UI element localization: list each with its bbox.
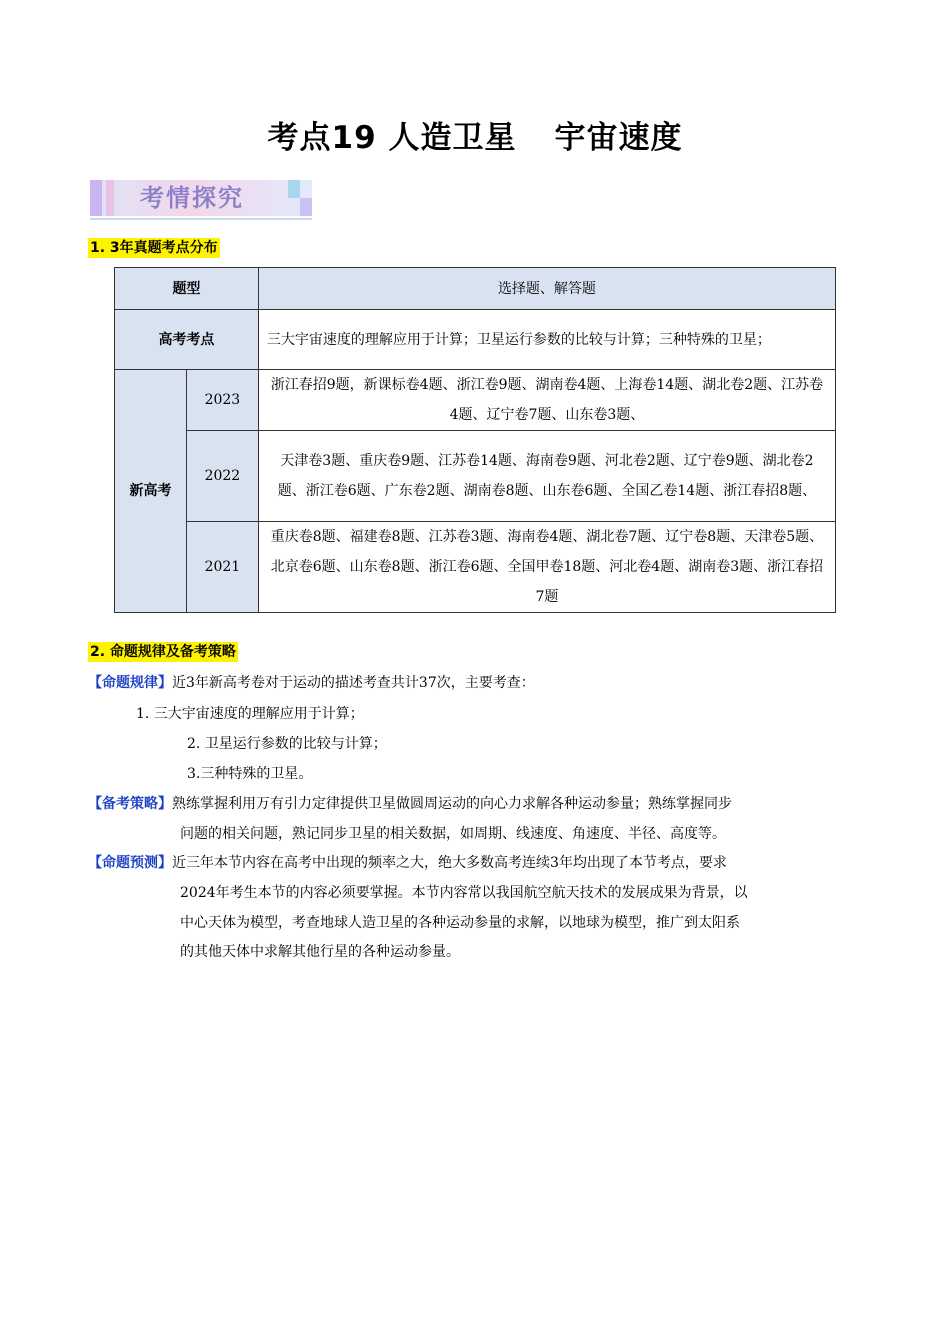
table-year-cell: 2023 <box>186 370 258 431</box>
table-row <box>115 431 836 522</box>
table-year-cell: 2022 <box>186 431 258 522</box>
rule-paragraph <box>88 668 535 698</box>
section-heading-strategy: 2. 命题规律及备考策略 <box>90 644 236 660</box>
table-row <box>115 370 836 431</box>
forecast-line: 的其他天体中求解其他行星的各种运动参量。 <box>180 944 460 960</box>
page-title-sub: 宇宙速度 <box>554 120 683 156</box>
page-title-main: 考点19 人造卫星 <box>267 120 517 156</box>
table-group-cell: 新高考 <box>115 370 187 613</box>
table-header-cell: 题型 <box>115 268 259 310</box>
table-cell: 天津卷3题、重庆卷9题、江苏卷14题、海南卷9题、河北卷2题、辽宁卷9题、湖北卷2题、浙江卷6题、广东卷2题、湖南卷8题、山东卷6题、全国乙卷14题、浙江春招8题、 <box>258 431 835 522</box>
table-row <box>115 310 836 370</box>
forecast-tag: 【命题预测】 <box>88 855 172 871</box>
strategy-paragraph <box>88 789 732 819</box>
strategy-line: 问题的相关问题，熟记同步卫星的相关数据，如周期、线速度、角速度、半径、高度等。 <box>180 826 726 842</box>
forecast-paragraph <box>88 848 727 878</box>
rule-text: 近3年新高考卷对于运动的描述考查共计37次，主要考查： <box>172 675 535 691</box>
table-cell: 浙江春招9题，新课标卷4题、浙江卷9题、湖南卷4题、上海卷14题、湖北卷2题、江苏卷4题、辽宁卷7题、山东卷3题、 <box>258 370 835 431</box>
rule-item: 2. 卫星运行参数的比较与计算； <box>187 736 387 752</box>
forecast-line: 中心天体为模型，考查地球人造卫星的各种运动参量的求解，以地球为模型，推广到太阳系 <box>180 915 740 931</box>
table-row <box>115 522 836 613</box>
banner-decoration-left-2 <box>106 180 114 216</box>
table-cell: 三大宇宙速度的理解应用于计算；卫星运行参数的比较与计算；三种特殊的卫星； <box>258 310 835 370</box>
forecast-line: 2024年考生本节的内容必须要掌握。本节内容常以我国航空航天技术的发展成果为背景，以 <box>180 885 748 901</box>
section-heading-distribution: 1. 3年真题考点分布 <box>90 240 218 256</box>
banner-underline <box>90 218 312 220</box>
banner-decoration-right <box>288 180 300 198</box>
page-title <box>0 112 950 157</box>
rule-tag: 【命题规律】 <box>88 675 172 691</box>
exam-distribution-table <box>114 267 836 613</box>
section-banner <box>90 178 312 220</box>
table-header-value: 选择题、解答题 <box>258 268 835 310</box>
table-label-cell: 高考考点 <box>115 310 259 370</box>
banner-decoration-left <box>90 180 102 216</box>
table-cell: 重庆卷8题、福建卷8题、江苏卷3题、海南卷4题、湖北卷7题、辽宁卷8题、天津卷5题、北京卷6题、山东卷8题、浙江卷6题、全国甲卷18题、河北卷4题、湖南卷3题、浙江春招7题 <box>258 522 835 613</box>
strategy-line: 熟练掌握利用万有引力定律提供卫星做圆周运动的向心力求解各种运动参量；熟练掌握同步 <box>172 796 732 812</box>
table-year-cell: 2021 <box>186 522 258 613</box>
forecast-line: 近三年本节内容在高考中出现的频率之大，绝大多数高考连续3年均出现了本节考点，要求 <box>172 855 727 871</box>
banner-decoration-right-2 <box>300 198 312 216</box>
table-row <box>115 268 836 310</box>
rule-item: 3.三种特殊的卫星。 <box>187 766 313 782</box>
rule-item: 1. 三大宇宙速度的理解应用于计算； <box>136 706 364 722</box>
strategy-tag: 【备考策略】 <box>88 796 172 812</box>
banner-label: 考情探究 <box>140 184 244 212</box>
